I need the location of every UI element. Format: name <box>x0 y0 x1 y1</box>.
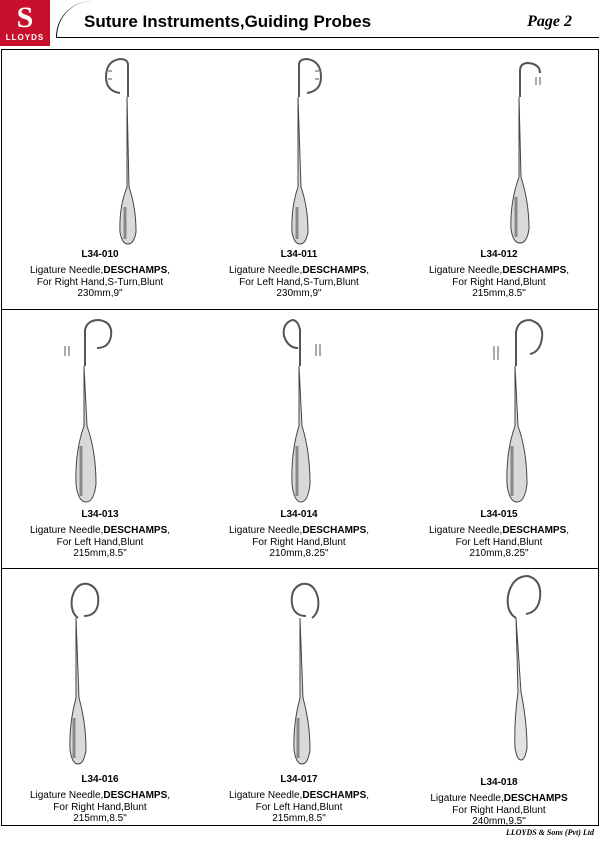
product-code: L34-011 <box>280 249 318 260</box>
product-code: L34-015 <box>480 509 518 520</box>
footer-company: LLOYDS & Sons (Pvt) Ltd <box>506 828 594 837</box>
product-description: Ligature Needle,DESCHAMPS, For Left Hand,Blunt 215mm,8.5" <box>29 525 171 559</box>
ligature-needle-icon <box>59 316 119 504</box>
ligature-needle-icon <box>500 572 550 762</box>
brand-name: DESCHAMPS <box>502 525 567 536</box>
product-code: L34-017 <box>280 774 318 785</box>
product-card <box>200 774 398 825</box>
brand-name: DESCHAMPS <box>302 525 367 536</box>
ligature-needle-icon <box>498 57 548 245</box>
brand-name: DESCHAMPS <box>103 265 168 276</box>
logo-letter: S <box>16 1 34 34</box>
product-code: L34-013 <box>81 509 119 520</box>
brand-name: DESCHAMPS <box>103 790 168 801</box>
page-title: Suture Instruments,Guiding Probes <box>84 12 372 31</box>
product-description: Ligature Needle,DESCHAMPS, For Left Hand,Blunt 215mm,8.5" <box>228 790 370 824</box>
product-card <box>1 509 199 560</box>
ligature-needle-icon <box>279 57 329 245</box>
brand-name: DESCHAMPS <box>502 265 567 276</box>
ligature-needle-icon <box>280 316 340 504</box>
ligature-needle-icon <box>60 578 110 766</box>
product-description: Ligature Needle,DESCHAMPS, For Right Hand,Blunt 215mm,8.5" <box>29 790 171 824</box>
product-card <box>400 777 598 828</box>
lloyds-logo <box>0 0 50 46</box>
brand-name: DESCHAMPS <box>302 265 367 276</box>
product-card <box>200 249 398 300</box>
brand-name: DESCHAMPS <box>503 793 568 804</box>
product-code: L34-018 <box>480 777 518 788</box>
brand-name: DESCHAMPS <box>103 525 168 536</box>
product-description: Ligature Needle,DESCHAMPS, For Right Hand,Blunt 215mm,8.5" <box>428 265 570 299</box>
ligature-needle-icon <box>98 57 148 245</box>
brand-name: DESCHAMPS <box>302 790 367 801</box>
product-description: Ligature Needle,DESCHAMPS, For Right Hand,Blunt 210mm,8.25" <box>228 525 370 559</box>
product-description: Ligature Needle,DESCHAMPS, For Left Hand,S-Turn,Blunt 230mm,9" <box>228 265 370 299</box>
product-description: Ligature Needle,DESCHAMPS, For Right Hand,S-Turn,Blunt 230mm,9" <box>29 265 171 299</box>
row-divider <box>2 568 598 569</box>
product-description: Ligature Needle,DESCHAMPS For Right Hand,Blunt 240mm,9.5" <box>430 793 568 827</box>
page-number: Page 2 <box>527 13 572 30</box>
product-card <box>200 509 398 560</box>
product-code: L34-016 <box>81 774 119 785</box>
product-code: L34-014 <box>280 509 318 520</box>
product-code: L34-010 <box>81 249 119 260</box>
logo-text: LLOYDS <box>5 33 45 42</box>
product-code: L34-012 <box>480 249 518 260</box>
product-card <box>400 509 598 560</box>
product-card <box>1 249 199 300</box>
product-description: Ligature Needle,DESCHAMPS, For Left Hand,Blunt 210mm,8.25" <box>428 525 570 559</box>
ligature-needle-icon <box>490 316 550 504</box>
product-card <box>1 774 199 825</box>
product-card <box>400 249 598 300</box>
row-divider <box>2 309 598 310</box>
ligature-needle-icon <box>282 578 332 766</box>
